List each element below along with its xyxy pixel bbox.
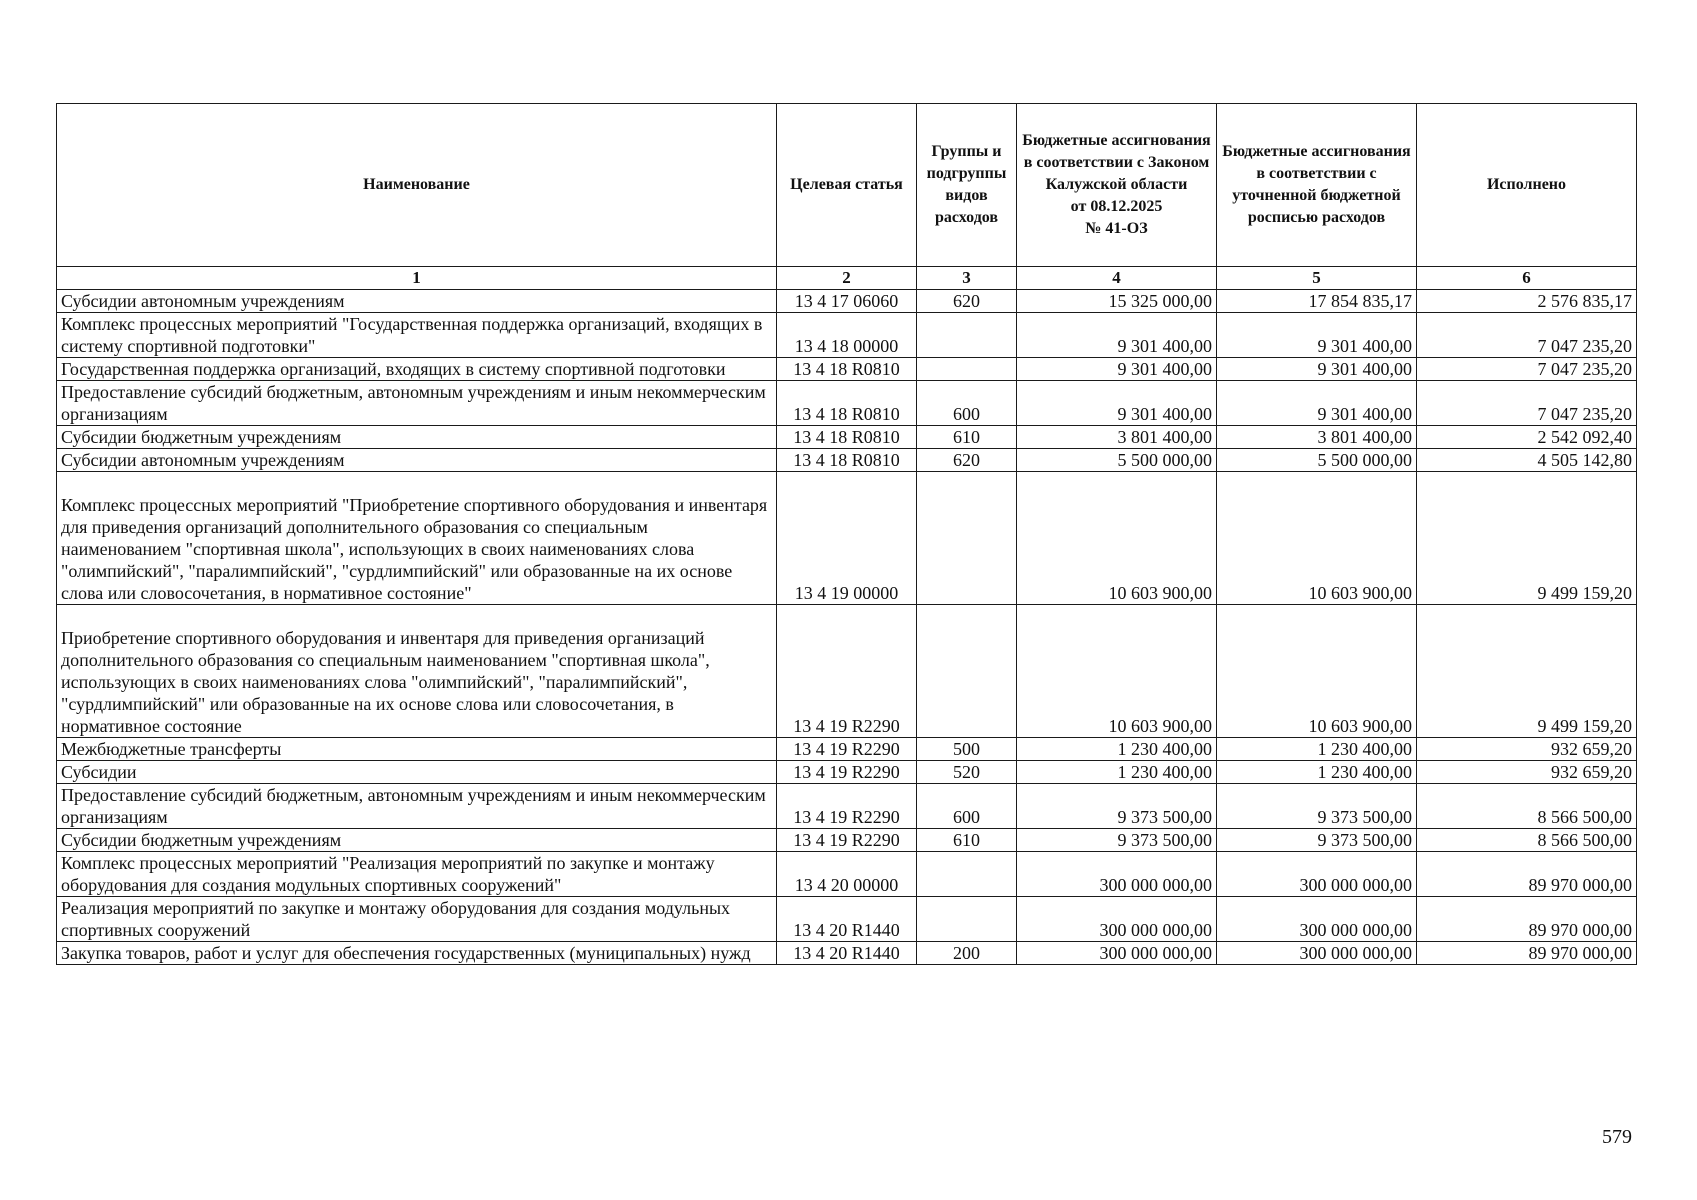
page-number: 579 <box>1602 1126 1632 1148</box>
row-name: Субсидии автономным учреждениям <box>57 290 777 313</box>
row-target-article: 13 4 18 R0810 <box>777 358 917 381</box>
row-expense-group: 500 <box>917 738 1017 761</box>
budget-execution-table <box>56 103 1637 965</box>
table-row <box>57 761 1637 784</box>
row-refined-amount: 9 373 500,00 <box>1217 784 1417 829</box>
row-law-amount: 1 230 400,00 <box>1017 738 1217 761</box>
row-target-article: 13 4 19 00000 <box>777 472 917 605</box>
table-row <box>57 290 1637 313</box>
row-executed-amount: 932 659,20 <box>1417 738 1637 761</box>
row-name: Субсидии <box>57 761 777 784</box>
row-expense-group <box>917 605 1017 738</box>
row-executed-amount: 89 970 000,00 <box>1417 942 1637 965</box>
column-number-row <box>57 267 1637 290</box>
row-target-article: 13 4 18 R0810 <box>777 426 917 449</box>
budget-table-sheet <box>56 103 1636 965</box>
row-law-amount: 9 301 400,00 <box>1017 358 1217 381</box>
row-expense-group: 520 <box>917 761 1017 784</box>
row-law-amount: 300 000 000,00 <box>1017 942 1217 965</box>
row-law-amount: 9 373 500,00 <box>1017 784 1217 829</box>
row-law-amount: 300 000 000,00 <box>1017 897 1217 942</box>
row-target-article: 13 4 19 R2290 <box>777 761 917 784</box>
row-refined-amount: 300 000 000,00 <box>1217 942 1417 965</box>
row-target-article: 13 4 20 R1440 <box>777 897 917 942</box>
table-row <box>57 449 1637 472</box>
row-refined-amount: 10 603 900,00 <box>1217 605 1417 738</box>
row-executed-amount: 89 970 000,00 <box>1417 897 1637 942</box>
row-expense-group: 600 <box>917 784 1017 829</box>
row-law-amount: 10 603 900,00 <box>1017 605 1217 738</box>
row-name: Комплекс процессных мероприятий "Государственная поддержка организаций, входящих в систему спортивной подготовки" <box>57 313 777 358</box>
row-law-amount: 9 301 400,00 <box>1017 381 1217 426</box>
row-executed-amount: 7 047 235,20 <box>1417 313 1637 358</box>
table-row <box>57 426 1637 449</box>
table-row <box>57 738 1637 761</box>
row-law-amount: 3 801 400,00 <box>1017 426 1217 449</box>
header-target-article: Целевая статья <box>777 104 917 267</box>
row-law-amount: 1 230 400,00 <box>1017 761 1217 784</box>
row-refined-amount: 9 301 400,00 <box>1217 313 1417 358</box>
col-number-3: 3 <box>917 267 1017 290</box>
table-row <box>57 358 1637 381</box>
row-target-article: 13 4 17 06060 <box>777 290 917 313</box>
row-target-article: 13 4 20 R1440 <box>777 942 917 965</box>
header-name: Наименование <box>57 104 777 267</box>
row-executed-amount: 8 566 500,00 <box>1417 784 1637 829</box>
row-executed-amount: 9 499 159,20 <box>1417 605 1637 738</box>
table-row <box>57 852 1637 897</box>
header-law-line2: от 08.12.2025 <box>1070 198 1163 215</box>
row-refined-amount: 5 500 000,00 <box>1217 449 1417 472</box>
header-law-assignments <box>1017 104 1217 267</box>
header-expense-groups: Группы и подгруппы видов расходов <box>917 104 1017 267</box>
row-law-amount: 300 000 000,00 <box>1017 852 1217 897</box>
col-number-1: 1 <box>57 267 777 290</box>
row-refined-amount: 300 000 000,00 <box>1217 897 1417 942</box>
col-number-2: 2 <box>777 267 917 290</box>
row-refined-amount: 1 230 400,00 <box>1217 761 1417 784</box>
row-expense-group: 610 <box>917 829 1017 852</box>
col-number-5: 5 <box>1217 267 1417 290</box>
header-law-line3: № 41-ОЗ <box>1085 220 1148 237</box>
row-name: Закупка товаров, работ и услуг для обеспечения государственных (муниципальных) нужд <box>57 942 777 965</box>
row-name: Субсидии бюджетным учреждениям <box>57 829 777 852</box>
row-executed-amount: 7 047 235,20 <box>1417 381 1637 426</box>
row-name: Предоставление субсидий бюджетным, автономным учреждениям и иным некоммерческим организациям <box>57 784 777 829</box>
row-executed-amount: 932 659,20 <box>1417 761 1637 784</box>
row-expense-group <box>917 313 1017 358</box>
row-refined-amount: 9 373 500,00 <box>1217 829 1417 852</box>
row-executed-amount: 8 566 500,00 <box>1417 829 1637 852</box>
row-refined-amount: 1 230 400,00 <box>1217 738 1417 761</box>
table-row <box>57 472 1637 605</box>
header-refined-assignments: Бюджетные ассигнования в соответствии с уточненной бюджетной росписью расходов <box>1217 104 1417 267</box>
row-expense-group <box>917 897 1017 942</box>
header-law-line1: Бюджетные ассигнования в соответствии с Законом Калужской области <box>1022 132 1211 193</box>
row-target-article: 13 4 19 R2290 <box>777 829 917 852</box>
table-row <box>57 381 1637 426</box>
table-body <box>57 290 1637 965</box>
row-refined-amount: 3 801 400,00 <box>1217 426 1417 449</box>
row-name: Субсидии автономным учреждениям <box>57 449 777 472</box>
row-law-amount: 10 603 900,00 <box>1017 472 1217 605</box>
table-row <box>57 942 1637 965</box>
row-executed-amount: 89 970 000,00 <box>1417 852 1637 897</box>
row-expense-group: 200 <box>917 942 1017 965</box>
row-name: Реализация мероприятий по закупке и монтажу оборудования для создания модульных спортивных сооружений <box>57 897 777 942</box>
row-target-article: 13 4 19 R2290 <box>777 784 917 829</box>
table-header <box>57 104 1637 290</box>
row-expense-group <box>917 358 1017 381</box>
row-refined-amount: 9 301 400,00 <box>1217 358 1417 381</box>
row-expense-group: 600 <box>917 381 1017 426</box>
row-expense-group: 610 <box>917 426 1017 449</box>
table-row <box>57 605 1637 738</box>
col-number-6: 6 <box>1417 267 1637 290</box>
row-name: Государственная поддержка организаций, входящих в систему спортивной подготовки <box>57 358 777 381</box>
row-refined-amount: 9 301 400,00 <box>1217 381 1417 426</box>
row-executed-amount: 2 542 092,40 <box>1417 426 1637 449</box>
row-target-article: 13 4 19 R2290 <box>777 738 917 761</box>
table-row <box>57 829 1637 852</box>
row-refined-amount: 17 854 835,17 <box>1217 290 1417 313</box>
header-executed: Исполнено <box>1417 104 1637 267</box>
row-target-article: 13 4 19 R2290 <box>777 605 917 738</box>
row-name: Предоставление субсидий бюджетным, автономным учреждениям и иным некоммерческим организациям <box>57 381 777 426</box>
row-name: Комплекс процессных мероприятий "Приобретение спортивного оборудования и инвентаря для приведения организаций дополнительного образования со специальным наименованием "спортивная школа", использующих в своих наименованиях слова "олимпийский", "паралимпийский", "сурдлимпийский" или образованные на их основе слова или словосочетания, в нормативное состояние" <box>57 472 777 605</box>
row-target-article: 13 4 18 R0810 <box>777 449 917 472</box>
row-expense-group <box>917 852 1017 897</box>
row-target-article: 13 4 20 00000 <box>777 852 917 897</box>
row-executed-amount: 7 047 235,20 <box>1417 358 1637 381</box>
row-law-amount: 15 325 000,00 <box>1017 290 1217 313</box>
row-refined-amount: 300 000 000,00 <box>1217 852 1417 897</box>
row-refined-amount: 10 603 900,00 <box>1217 472 1417 605</box>
row-name: Комплекс процессных мероприятий "Реализация мероприятий по закупке и монтажу оборудования для создания модульных спортивных сооружений" <box>57 852 777 897</box>
row-executed-amount: 2 576 835,17 <box>1417 290 1637 313</box>
row-expense-group: 620 <box>917 449 1017 472</box>
row-name: Приобретение спортивного оборудования и инвентаря для приведения организаций дополнительного образования со специальным наименованием "спортивная школа", использующих в своих наименованиях слова "олимпийский", "паралимпийский", "сурдлимпийский" или образованные на их основе слова или словосочетания, в нормативное состояние <box>57 605 777 738</box>
row-target-article: 13 4 18 R0810 <box>777 381 917 426</box>
row-name: Межбюджетные трансферты <box>57 738 777 761</box>
table-row <box>57 784 1637 829</box>
row-law-amount: 9 301 400,00 <box>1017 313 1217 358</box>
row-target-article: 13 4 18 00000 <box>777 313 917 358</box>
table-row <box>57 313 1637 358</box>
row-law-amount: 9 373 500,00 <box>1017 829 1217 852</box>
row-executed-amount: 9 499 159,20 <box>1417 472 1637 605</box>
row-name: Субсидии бюджетным учреждениям <box>57 426 777 449</box>
row-expense-group: 620 <box>917 290 1017 313</box>
col-number-4: 4 <box>1017 267 1217 290</box>
table-row <box>57 897 1637 942</box>
row-executed-amount: 4 505 142,80 <box>1417 449 1637 472</box>
row-law-amount: 5 500 000,00 <box>1017 449 1217 472</box>
row-expense-group <box>917 472 1017 605</box>
